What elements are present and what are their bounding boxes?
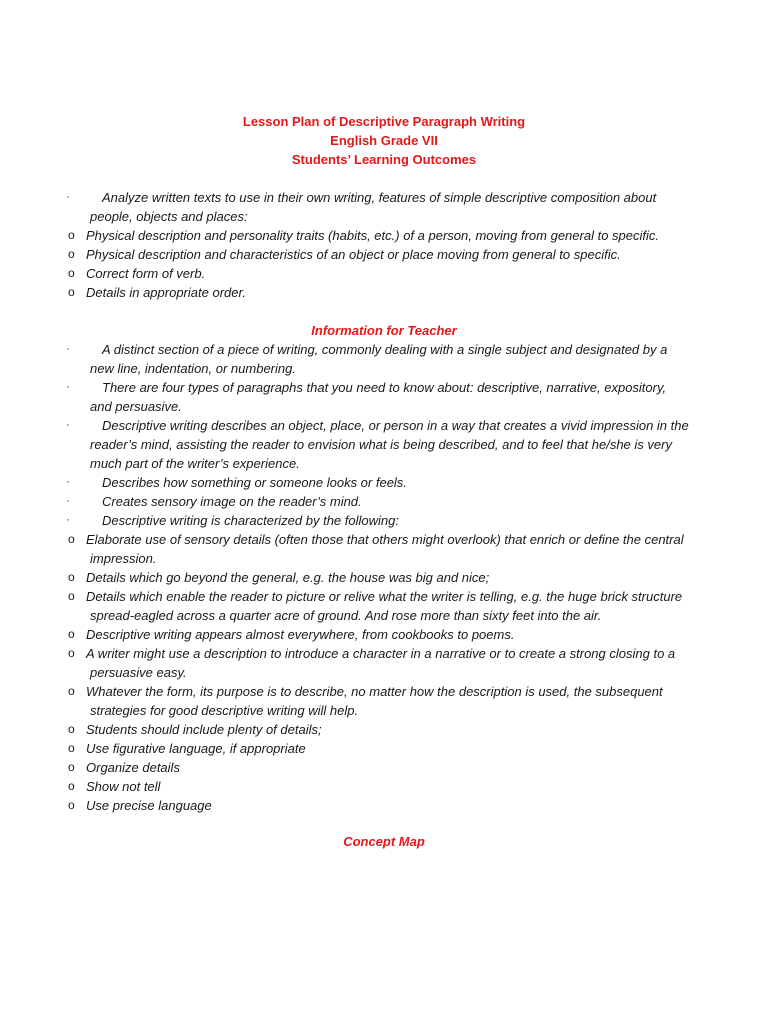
list-item-text: Students should include plenty of details;: [86, 722, 322, 737]
dot-bullet-icon: ·: [66, 419, 70, 431]
circle-bullet-icon: o: [68, 779, 75, 793]
list-item: [0, 378, 768, 416]
list-item-text: Organize details: [86, 760, 180, 775]
circle-bullet-icon: o: [68, 760, 75, 774]
list-item-text: Elaborate use of sensory details (often those that others might overlook) that enrich or define the central impression.: [86, 532, 684, 566]
list-item: [0, 416, 768, 473]
list-item-text: A writer might use a description to introduce a character in a narrative or to create a strong closing to a persuasive easy.: [86, 646, 676, 680]
list-item-text: Descriptive writing is characterized by the following:: [102, 513, 399, 528]
list-item: [0, 682, 768, 720]
circle-bullet-icon: o: [68, 532, 75, 546]
list-item: [0, 245, 768, 264]
list-item: [0, 226, 768, 245]
concept-map-heading: Concept Map: [343, 834, 425, 849]
list-item-text: Creates sensory image on the reader’s mind.: [102, 494, 362, 509]
list-item: [0, 758, 768, 777]
list-item: [0, 644, 768, 682]
list-item-text: Whatever the form, its purpose is to describe, no matter how the description is used, the subsequent strategies for good descriptive writing will help.: [86, 684, 663, 718]
list-item: [0, 796, 768, 815]
teacher-info-list: [0, 340, 768, 815]
list-item: [0, 283, 768, 302]
document-title: [0, 112, 768, 169]
dot-bullet-icon: ·: [66, 476, 70, 488]
list-item: [0, 739, 768, 758]
list-item: [0, 492, 768, 511]
dot-bullet-icon: ·: [66, 495, 70, 507]
info-heading: Information for Teacher: [311, 323, 457, 338]
list-item: [0, 777, 768, 796]
list-item: [0, 587, 768, 625]
circle-bullet-icon: o: [68, 684, 75, 698]
circle-bullet-icon: o: [68, 228, 75, 242]
title-line-3: Students’ Learning Outcomes: [291, 152, 477, 167]
dot-bullet-icon: ·: [66, 514, 70, 526]
title-line-1: Lesson Plan of Descriptive Paragraph Writing: [242, 114, 526, 129]
dot-bullet-icon: ·: [66, 191, 70, 203]
circle-bullet-icon: o: [68, 266, 75, 280]
list-item-text: Descriptive writing describes an object, place, or person in a way that creates a vivid impression in the reader’s mind, assisting the reader to envision what is being described, and to feel that he/she is very much part of the writer’s experience.: [90, 418, 689, 471]
list-item-text: There are four types of paragraphs that you need to know about: descriptive, narrative, expository, and persuasive.: [90, 380, 667, 414]
circle-bullet-icon: o: [68, 570, 75, 584]
list-item: [0, 264, 768, 283]
list-item: [0, 473, 768, 492]
list-item: [0, 188, 768, 226]
dot-bullet-icon: ·: [66, 381, 70, 393]
list-item: [0, 530, 768, 568]
list-item: [0, 625, 768, 644]
list-item-text: Details which enable the reader to picture or relive what the writer is telling, e.g. the huge brick structure spread-eagled across a quarter acre of ground. And rose more than sixty feet into the air.: [86, 589, 683, 623]
list-item: [0, 511, 768, 530]
circle-bullet-icon: o: [68, 646, 75, 660]
list-item: [0, 340, 768, 378]
learning-outcomes-list: [0, 188, 768, 302]
list-item-text: Details which go beyond the general, e.g. the house was big and nice;: [86, 570, 490, 585]
circle-bullet-icon: o: [68, 627, 75, 641]
list-item-text: Analyze written texts to use in their own writing, features of simple descriptive composition about people, objects and places:: [90, 190, 657, 224]
list-item: [0, 720, 768, 739]
list-item-text: Details in appropriate order.: [86, 285, 246, 300]
title-line-2: English Grade VII: [330, 133, 438, 148]
circle-bullet-icon: o: [68, 798, 75, 812]
list-item-text: A distinct section of a piece of writing, commonly dealing with a single subject and designated by a new line, indentation, or numbering.: [90, 342, 668, 376]
circle-bullet-icon: o: [68, 589, 75, 603]
list-item-text: Correct form of verb.: [86, 266, 206, 281]
dot-bullet-icon: ·: [66, 343, 70, 355]
circle-bullet-icon: o: [68, 722, 75, 736]
list-item: [0, 568, 768, 587]
list-item-text: Physical description and characteristics of an object or place moving from general to specific.: [86, 247, 621, 262]
circle-bullet-icon: o: [68, 741, 75, 755]
list-item-text: Use figurative language, if appropriate: [86, 741, 306, 756]
list-item-text: Show not tell: [86, 779, 161, 794]
circle-bullet-icon: o: [68, 285, 75, 299]
list-item-text: Use precise language: [86, 798, 212, 813]
list-item-text: Physical description and personality traits (habits, etc.) of a person, moving from general to specific.: [86, 228, 659, 243]
circle-bullet-icon: o: [68, 247, 75, 261]
list-item-text: Describes how something or someone looks or feels.: [102, 475, 407, 490]
list-item-text: Descriptive writing appears almost everywhere, from cookbooks to poems.: [86, 627, 515, 642]
